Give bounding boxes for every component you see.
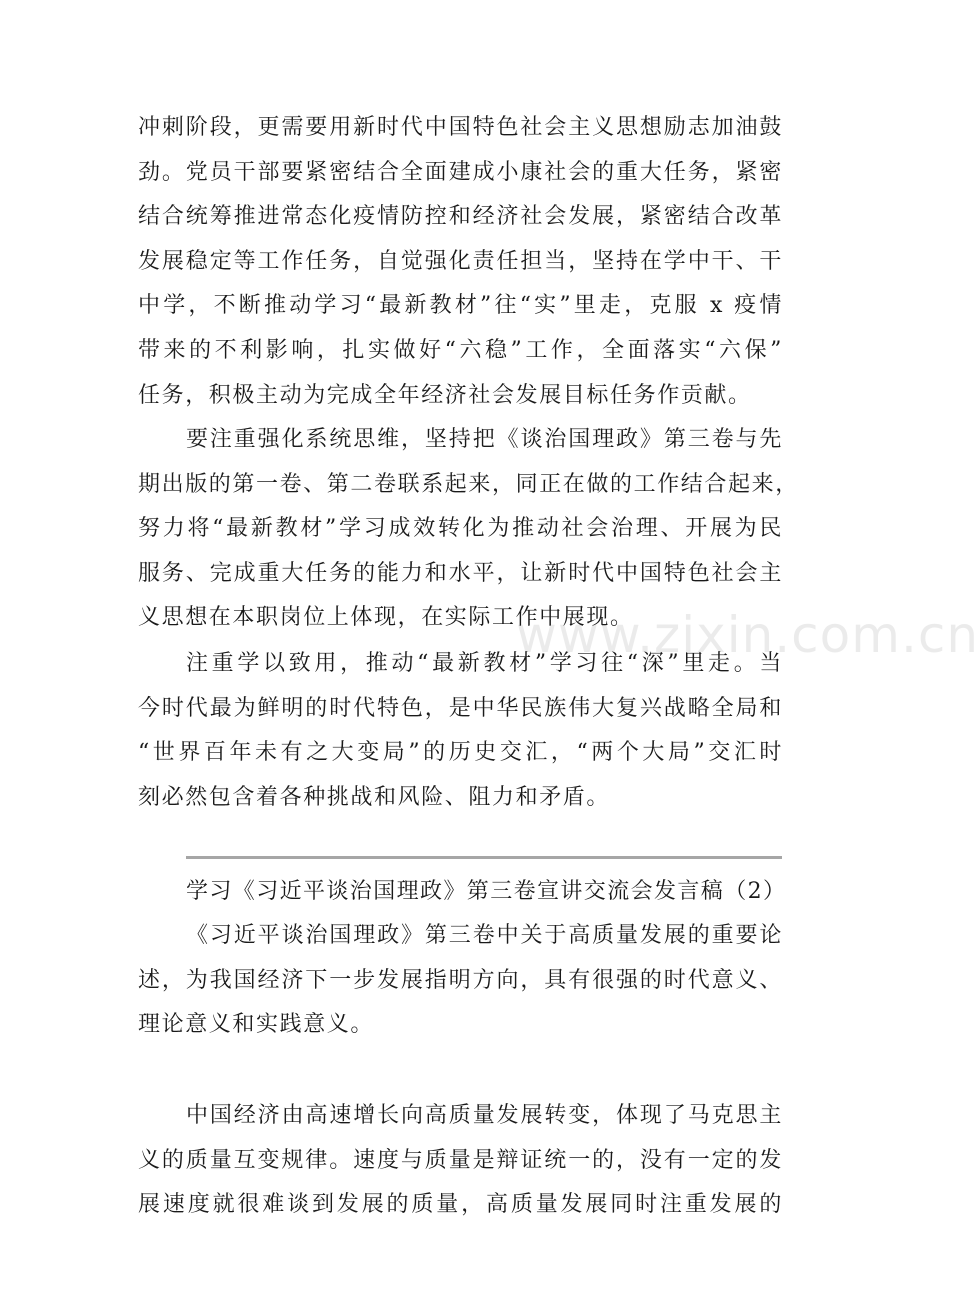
text-line: 劲。党员干部要紧密结合全面建成小康社会的重大任务，紧密 (138, 159, 783, 185)
text-line: 冲刺阶段，更需要用新时代中国特色社会主义思想励志加油鼓 (138, 115, 783, 140)
paragraph-continued (138, 106, 783, 418)
text-line: 展速度就很难谈到发展的质量，高质量发展同时注重发展的 (138, 1192, 783, 1218)
text-line: 今时代最为鲜明的时代特色，是中华民族伟大复兴战略全局和 (138, 695, 783, 721)
text-line: 刻必然包含着各种挑战和风险、阻力和矛盾。 (138, 784, 611, 810)
text-line: 期出版的第一卷、第二卷联系起来，同正在做的工作结合起来， (138, 471, 799, 497)
text-line: 带来的不利影响，扎实做好“六稳”工作，全面落实“六保” (138, 337, 783, 363)
text-line: 述，为我国经济下一步发展指明方向，具有很强的时代意义、 (138, 967, 783, 993)
text-line: 服务、完成重大任务的能力和水平，让新时代中国特色社会主 (138, 560, 783, 586)
text-line: 中学，不断推动学习“最新教材”往“实”里走，克服 x 疫情 (138, 293, 783, 319)
text-line: 结合统筹推进常态化疫情防控和经济社会发展，紧密结合改革 (138, 204, 783, 230)
paragraph-system-thinking (138, 418, 799, 641)
text-line: “世界百年未有之大变局”的历史交汇，“两个大局”交汇时 (138, 740, 783, 766)
paragraph-intro (138, 914, 783, 1048)
watermark: www.zixin.com.cn (516, 606, 979, 664)
paragraph-quality-development (138, 1094, 783, 1228)
section-divider (186, 856, 782, 859)
text-line: 理论意义和实践意义。 (138, 1012, 375, 1038)
text-line: 要注重强化系统思维，坚持把《谈治国理政》第三卷与先 (186, 427, 783, 452)
text-line: 任务，积极主动为完成全年经济社会发展目标任务作贡献。 (138, 382, 752, 408)
section-heading: 学习《习近平谈治国理政》第三卷宣讲交流会发言稿（2） (186, 879, 787, 904)
text-line: 发展稳定等工作任务，自觉强化责任担当，坚持在学中干、干 (138, 248, 783, 274)
text-line: 义的质量互变规律。速度与质量是辩证统一的，没有一定的发 (138, 1147, 783, 1173)
text-line: 努力将“最新教材”学习成效转化为推动社会治理、开展为民 (138, 516, 783, 542)
text-line: 《习近平谈治国理政》第三卷中关于高质量发展的重要论 (186, 923, 783, 948)
paragraph-apply-learning (138, 642, 783, 820)
text-line: 注重学以致用，推动“最新教材”学习往“深”里走。当 (186, 651, 783, 676)
text-line: 中国经济由高速增长向高质量发展转变，体现了马克思主 (186, 1103, 783, 1128)
text-line: 义思想在本职岗位上体现，在实际工作中展现。 (138, 605, 634, 631)
